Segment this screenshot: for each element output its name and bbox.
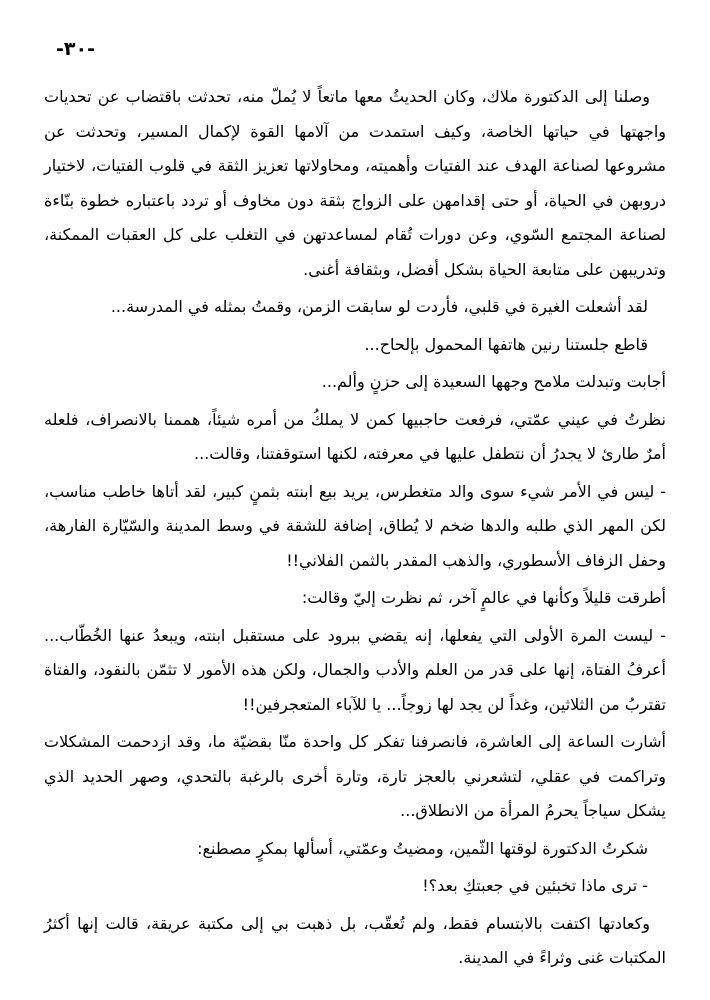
paragraph: نظرتُ في عيني عمّتي، فرفعت حاجبيها كمن لا يملكُ من أمره شيئاً، هممنا بالانصراف، فلعله أمرٌ طارئ لا يجدرُ أن نتطفل عليها في معرفته، لكنها استوقفتنا، وقالت... (44, 409, 666, 463)
paragraph: وكعادتها اكتفت بالابتسام فقط، ولم تُعقّب، بل ذهبت بي إلى مكتبة عريقة، قالت إنها أكثرُ المكتبات غنى وثراءً في المدينة. (44, 913, 666, 967)
paragraph: لقد أشعلت الغيرة في قلبي، فأردت لو سابقت الزمن، وقمتُ بمثله في المدرسة... (110, 297, 648, 316)
paragraph: أجابت وتبدلت ملامح وجهها السعيدة إلى حزنٍ وألم... (321, 372, 666, 391)
paragraph: أطرقت قليلاً وكأنها في عالمٍ آخر، ثم نظرت إليّ وقالت: (301, 588, 666, 607)
paragraph: - ليست المرة الأولى التي يفعلها، إنه يقضي ببرود على مستقبل ابنته، ويبعدُ عنها الخُطّاب... أعرفُ الفتاة، إنها على قدر من العلم والأدب والجمال، ولكن هذه الأمور لا تثمّن بالنقود، والفتاة تقتربُ من الثلاثين، وغداً لن يجد لها زوجاً... يا للآباء المتعجرفين!! (44, 625, 666, 714)
paragraph: - ليس في الأمر شيء سوى والد متغطرس، يريد بيع ابنته بثمنٍ كبير، لقد أتاها خاطب مناسب، لكن المهر الذي طلبه والدها ضخم لا يُطاق، إضافة للشقة في وسط المدينة والسّيّارة الفارهة، وحفل الزفاف الأسطوري، والذهب المقدر بالثمن الفلاني!! (44, 481, 666, 570)
paragraph: - ترى ماذا تخبئين في جعبتكِ بعد؟! (422, 876, 648, 895)
paragraph: قاطع جلستنا رنين هاتفها المحمول بإلحاح... (364, 334, 648, 354)
paragraph: وصلنا إلى الدكتورة ملاك، وكان الحديثُ معها ماتعاً لا يُملّ منه، تحدثت باقتضاب عن تحديات واجهتها في حياتها الخاصة، وكيف استمدت من آلامها القوة لإكمال المسير، وتحدثت عن مشروعها لصناعة الهدف عند الفتيات وأهميته، ومحاولاتها تعزيز الثقة في قلوب الفتيات، لاختيار دروبهن في الحياة، أو حتى إقدامهن على الزواج بثقة دون مخاوف أو تردد باعتباره خطوة بنّاءة لصناعة المجتمع السّوي، وعن دورات تُقام لمساعدتهن في التغلب على كل العقبات الممكنة، وتدريبهن على متابعة الحياة بشكل أفضل، وبثقافة أغنى. (44, 87, 666, 279)
page-number: -٣٠- (56, 38, 95, 60)
paragraph: أشارت الساعة إلى العاشرة، فانصرفنا تفكر كل واحدة منّا بقضيّة ما، وقد ازدحمت المشكلات وتراكمت في عقلي، لتشعرني بالعجز تارة، وتارة أخرى بالرغبة بالتحدي، وصهر الحديد الذي يشكل سياجاً يحرمُ المرأة من الانطلاق... (44, 732, 666, 820)
paragraph: شكرتُ الدكتورة لوقتها الثّمين، ومضيتُ وعمّتي، أسألها بمكرٍ مصطنع: (197, 838, 648, 858)
page-text (44, 80, 666, 979)
